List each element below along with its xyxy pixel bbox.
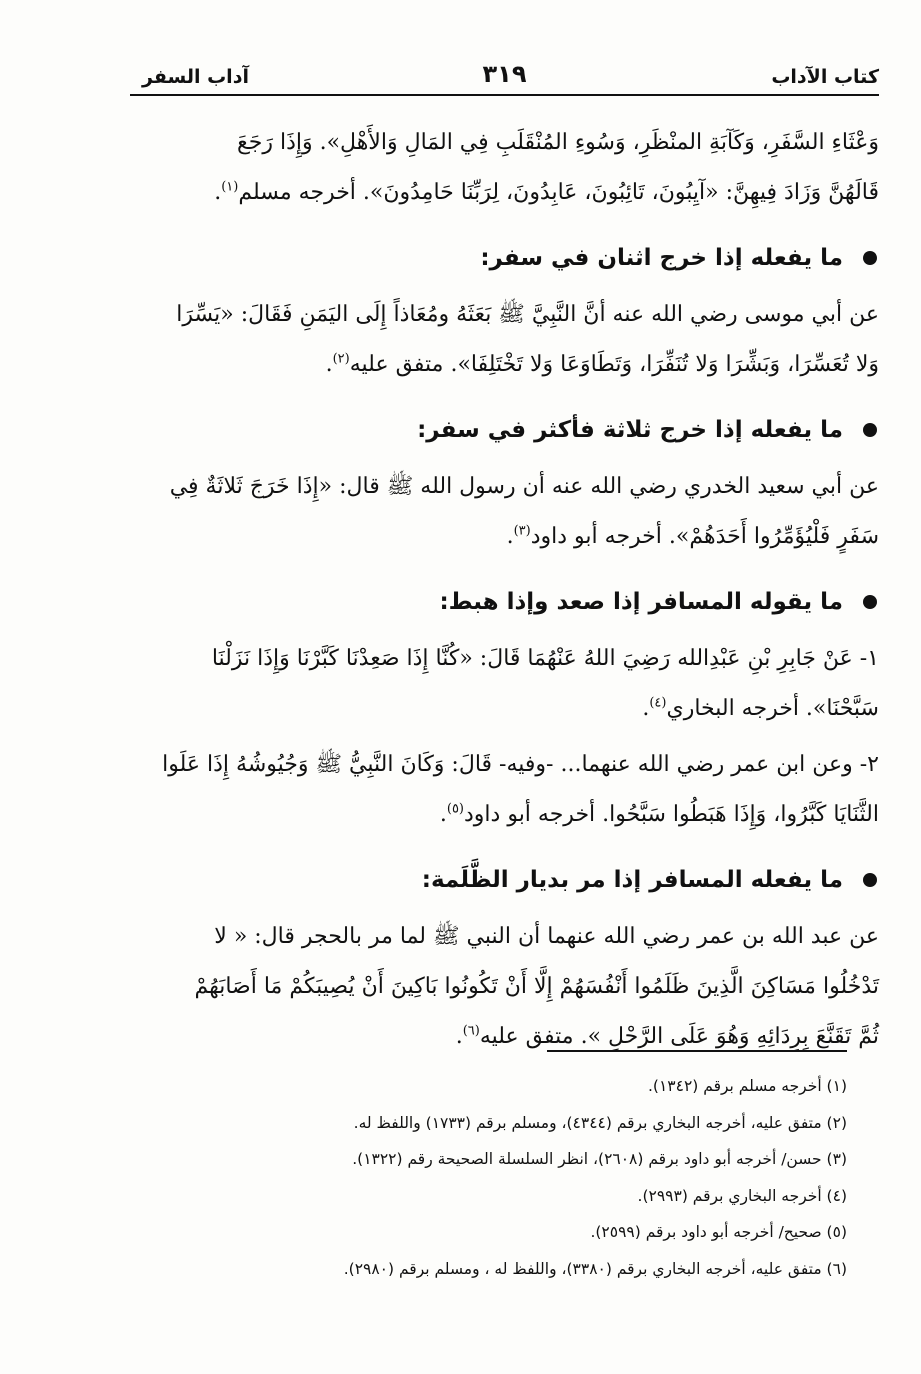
- section-3-item-1-line-2: سَبَّحْنَا». أخرجه البخاري: [666, 696, 879, 721]
- footnote-ref-6: (٦): [462, 1023, 480, 1039]
- section-2-paragraph: عن أبي سعيد الخدري رضي الله عنه أن رسول الله ﷺ قال: «إِذَا خَرَجَ ثَلاثَةٌ فِي سَفَرٍ فَلْيُؤَمِّرُوا أَحَدَهُمْ». أخرجه أبو داود$^{(٣)}$.: [169, 474, 879, 549]
- section-3-item-1: ١- عَنْ جَابِرِ بْنِ عَبْدِالله رَضِيَ اللهُ عَنْهُمَا قَالَ: «كُنَّا إِذَا صَعِدْنَا كَبَّرْنَا وَإِذَا نَزَلْنَا سَبَّحْنَا». أخرجه البخاري$^{(٤)}$.: [211, 646, 879, 721]
- section-4-line-1: عن عبد الله بن عمر رضي الله عنهما أن النبي ﷺ لما مر بالحجر قال: « لا: [214, 924, 879, 949]
- running-header: [130, 62, 879, 96]
- section-1-line-2: وَلا تُعَسِّرَا، وَبَشِّرَا وَلا تُنَفِّرَا، وَتَطَاوَعَا وَلا تَخْتَلِفَا». متفق عليه: [349, 352, 879, 377]
- footnote-ref-5: (٥): [446, 801, 464, 817]
- main-text: [139, 118, 879, 1062]
- bullet-icon: [863, 595, 877, 609]
- section-4-line-2: تَدْخُلُوا مَسَاكِنَ الَّذِينَ ظَلَمُوا أَنْفُسَهُمْ إِلَّا أَنْ تَكُونُوا بَاكِينَ أَنْ يُصِيبَكُمْ مَا أَصَابَهُمْ: [194, 974, 879, 999]
- footnote-3: (٣) حسن/ أخرجه أبو داود برقم (٢٦٠٨)، انظر السلسلة الصحيحة رقم (١٣٢٢).: [352, 1150, 847, 1168]
- section-heading-three-travelers: ما يفعله إذا خرج ثلاثة فأكثر في سفر:: [139, 404, 879, 456]
- header-rule: [130, 94, 879, 96]
- footnote-2: (٢) متفق عليه، أخرجه البخاري برقم (٤٣٤٤)، ومسلم برقم (١٧٣٣) واللفظ له.: [353, 1113, 847, 1132]
- footnote-6: (٦) متفق عليه، أخرجه البخاري برقم (٣٣٨٠)، واللفظ له ، ومسلم برقم (٢٩٨٠).: [343, 1259, 847, 1278]
- bullet-icon: [863, 251, 877, 265]
- section-3-item-1-line-1: ١- عَنْ جَابِرِ بْنِ عَبْدِالله رَضِيَ اللهُ عَنْهُمَا قَالَ: «كُنَّا إِذَا صَعِدْنَا كَبَّرْنَا وَإِذَا نَزَلْنَا: [211, 646, 879, 671]
- footnotes: [127, 1068, 847, 1287]
- footnote-5: (٥) صحيح/ أخرجه أبو داود برقم (٢٥٩٩).: [590, 1223, 847, 1241]
- section-2-line-1: عن أبي سعيد الخدري رضي الله عنه أن رسول الله ﷺ قال: «إِذَا خَرَجَ ثَلاثَةٌ فِي: [169, 474, 879, 499]
- section-heading-two-travelers: ما يفعله إذا خرج اثنان في سفر:: [139, 232, 879, 284]
- section-3-item-2-line-2: الثَّنَايَا كَبَّرُوا، وَإِذَا هَبَطُوا سَبَّحُوا. أخرجه أبو داود: [464, 802, 879, 827]
- footnote-4: (٤) أخرجه البخاري برقم (٢٩٩٣).: [637, 1186, 847, 1205]
- intro-line-1: وَعْثَاءِ السَّفَرِ، وَكَآبَةِ المنْظَرِ، وَسُوءِ المُنْقَلَبِ فِي المَالِ وَالأَهْلِ». وَإِذَا رَجَعَ: [237, 130, 879, 155]
- section-3-item-2: ٢- وعن ابن عمر رضي الله عنهما... -وفيه- قَالَ: وَكَانَ النَّبِيُّ ﷺ وَجُيُوشُهُ إِذَا عَلَوا الثَّنَايَا كَبَّرُوا، وَإِذَا هَبَطُوا سَبَّحُوا. أخرجه أبو داود$^{(٥)}$.: [162, 752, 879, 827]
- footnote-1: (١) أخرجه مسلم برقم (١٣٤٢).: [648, 1077, 847, 1095]
- footnote-ref-1: (١): [221, 179, 239, 195]
- bullet-icon: [863, 423, 877, 437]
- footnote-ref-3: (٣): [513, 523, 531, 539]
- section-3-item-2-line-1: ٢- وعن ابن عمر رضي الله عنهما... -وفيه- قَالَ: وَكَانَ النَّبِيُّ ﷺ وَجُيُوشُهُ إِذَا عَلَوا: [162, 752, 879, 777]
- section-1-paragraph: عن أبي موسى رضي الله عنه أنَّ النَّبِيَّ ﷺ بَعَثَهُ ومُعَاذاً إِلَى اليَمَنِ فَقَالَ: «يَسِّرَا وَلا تُعَسِّرَا، وَبَشِّرَا وَلا تُنَفِّرَا، وَتَطَاوَعَا وَلا تَخْتَلِفَا». متفق عليه$^{(٢)}$.: [176, 302, 879, 377]
- section-4-paragraph: عن عبد الله بن عمر رضي الله عنهما أن النبي ﷺ لما مر بالحجر قال: « لا تَدْخُلُوا مَسَاكِنَ الَّذِينَ ظَلَمُوا أَنْفُسَهُمْ إِلَّا أَنْ تَكُونُوا بَاكِينَ أَنْ يُصِيبَكُمْ مَا أَصَابَهُمْ ثُمَّ تَقَنَّعَ بِرِدَائِهِ وَهُوَ عَلَى الرَّحْلِ ». متفق عليه$^{(٦)}$.: [194, 924, 879, 1049]
- section-heading-ascend-descend: ما يقوله المسافر إذا صعد وإذا هبط:: [139, 576, 879, 628]
- intro-line-2: قَالَهُنَّ وَزَادَ فِيهِنَّ: «آيِبُونَ، تَائِبُونَ، عَابِدُونَ، لِرَبِّنَا حَامِدُونَ». أخرجه مسلم: [238, 180, 879, 205]
- intro-paragraph: وَعْثَاءِ السَّفَرِ، وَكَآبَةِ المنْظَرِ، وَسُوءِ المُنْقَلَبِ فِي المَالِ وَالأَهْلِ». وَإِذَا رَجَعَ قَالَهُنَّ وَزَادَ فِيهِنَّ: «آيِبُونَ، تَائِبُونَ، عَابِدُونَ، لِرَبِّنَا حَامِدُونَ». أخرجه مسلم$^{(١)}$.: [214, 130, 879, 205]
- footnote-ref-2: (٢): [332, 351, 350, 367]
- section-heading-wrongdoers-dwellings: ما يفعله المسافر إذا مر بديار الظَّلَمة:: [139, 854, 879, 906]
- footnote-ref-4: (٤): [649, 695, 667, 711]
- section-2-line-2: سَفَرٍ فَلْيُؤَمِّرُوا أَحَدَهُمْ». أخرجه أبو داود: [530, 524, 879, 549]
- book-title: كتاب الآداب: [771, 66, 879, 88]
- section-1-line-1: عن أبي موسى رضي الله عنه أنَّ النَّبِيَّ ﷺ بَعَثَهُ ومُعَاذاً إِلَى اليَمَنِ فَقَالَ: «يَسِّرَا: [176, 302, 879, 327]
- chapter-title: آداب السفر: [142, 66, 249, 88]
- page-number: ٣١٩: [482, 60, 527, 88]
- bullet-icon: [863, 873, 877, 887]
- footnote-separator: [547, 1050, 847, 1052]
- section-4-line-3: ثُمَّ تَقَنَّعَ بِرِدَائِهِ وَهُوَ عَلَى الرَّحْلِ ». متفق عليه: [479, 1024, 879, 1049]
